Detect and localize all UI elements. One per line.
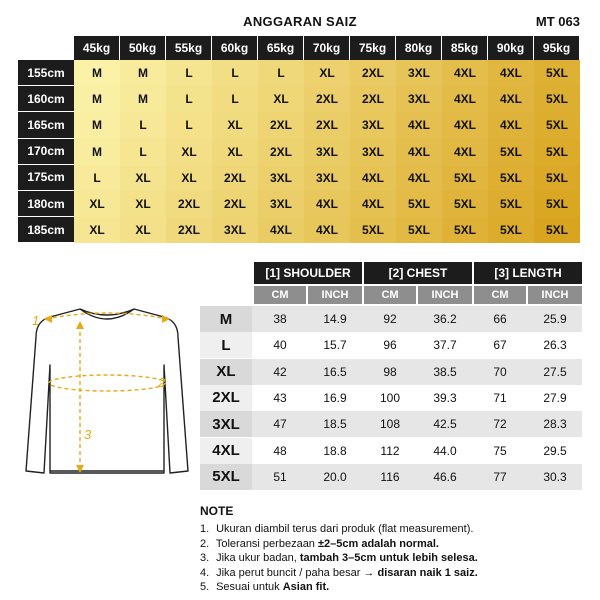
size-cell: XL [212,139,258,165]
size-cell: 4XL [442,86,488,112]
size-label: XL [200,359,252,385]
note-item [200,551,478,566]
size-cell: 2XL [304,86,350,112]
height-header: 185cm [18,217,74,243]
size-cell: 5XL [534,165,580,191]
note-number: 2. [200,537,210,550]
weight-header: 75kg [350,36,396,60]
size-cell: 4XL [396,165,442,191]
size-cell: XL [74,191,120,217]
size-cell: XL [304,60,350,86]
size-cell: M [120,60,166,86]
size-cell: XL [166,165,212,191]
size-cell: 4XL [442,60,488,86]
label-length: 3 [84,427,92,442]
measure-value: 37.7 [433,338,457,353]
height-header: 155cm [18,60,74,86]
shirt-diagram [18,295,196,495]
size-cell: 4XL [396,112,442,138]
measure-value: 66 [493,312,507,326]
label-chest: 2 [158,375,166,390]
note-emphasis: ±2–5cm adalah normal. [317,537,439,550]
note-text: Ukuran diambil terus dari produk (flat measurement). [216,523,474,535]
size-cell: 5XL [350,217,396,243]
weight-header: 80kg [396,36,442,60]
size-label: M [200,306,252,332]
size-cell: 4XL [488,112,534,138]
size-cell: XL [74,217,120,243]
size-matrix [18,36,582,246]
measure-value: 108 [379,417,401,432]
weight-header: 90kg [488,36,534,60]
size-cell: 3XL [396,60,442,86]
weight-header: 55kg [166,36,212,60]
measure-value: 75 [493,443,507,458]
measure-value: 16.9 [323,390,347,405]
note-item [200,580,478,595]
size-cell: 2XL [212,165,258,191]
size-cell: XL [166,139,212,165]
size-cell: 2XL [350,86,396,112]
weight-header: 70kg [304,36,350,60]
size-cell: 5XL [534,139,580,165]
note-number: 4. [200,566,210,579]
measure-value: 16.5 [323,364,347,379]
size-cell: 5XL [488,217,534,243]
note-number: 3. [200,552,210,565]
chart-title: ANGGARAN SAIZ [243,14,357,29]
note-text: Sesuai untuk [216,581,283,594]
measurement-table [200,262,582,490]
measure-value: 46.6 [433,469,457,484]
measure-value: 51 [273,469,287,484]
size-label: 4XL [200,438,252,464]
size-cell: XL [120,217,166,243]
size-cell: 5XL [396,191,442,217]
measure-value: 47 [273,417,287,432]
weight-header: 95kg [534,36,580,60]
notes-list [200,522,478,595]
unit-cm: CM [474,286,526,304]
measure-value: 14.9 [323,312,347,326]
size-cell: L [212,86,258,112]
size-cell: 5XL [534,60,580,86]
size-cell: 2XL [304,112,350,138]
measure-lines [46,313,168,469]
size-cell: L [166,60,212,86]
size-cell: 5XL [534,112,580,138]
size-cell: 5XL [442,217,488,243]
size-cell: 3XL [304,165,350,191]
size-cell: XL [120,191,166,217]
measure-value: 77 [493,469,507,484]
measure-value: 116 [380,469,400,484]
size-cell: 5XL [442,191,488,217]
measure-value: 27.9 [543,390,567,405]
size-cell: 4XL [488,60,534,86]
note-item [200,566,478,581]
note-emphasis: Asian fit. [282,581,330,594]
measure-value: 72 [493,417,507,432]
group-length: [3] LENGTH [474,262,582,284]
note-number: 5. [200,581,210,594]
measure-value: 98 [383,364,397,379]
table-row [200,411,582,437]
unit-cm: CM [364,286,416,304]
unit-inch: INCH [418,286,472,304]
size-cell: M [74,86,120,112]
measure-value: 18.8 [323,443,347,458]
table-row [200,464,582,490]
measure-value: 27.5 [543,364,567,379]
table-row [200,385,582,411]
measure-value: 96 [383,338,397,353]
size-cell: 4XL [350,191,396,217]
size-cell: XL [258,86,304,112]
measure-value: 112 [380,443,400,458]
size-cell: 2XL [350,60,396,86]
size-cell: 4XL [350,165,396,191]
size-cell: 4XL [442,139,488,165]
note-text: Jika ukur badan, [216,552,300,565]
size-label: 3XL [200,411,252,437]
weight-header: 65kg [258,36,304,60]
measure-value: 28.3 [543,417,567,432]
unit-cm: CM [254,286,306,304]
unit-inch: INCH [528,286,582,304]
height-header: 170cm [18,139,74,165]
measure-value: 71 [493,390,507,405]
note-text: Jika perut buncit / paha besar → [216,566,378,579]
weight-header: 85kg [442,36,488,60]
table-row [200,438,582,464]
note-title: NOTE [200,504,234,518]
height-header: 160cm [18,86,74,112]
measure-value: 38.5 [433,364,457,379]
size-cell: L [120,139,166,165]
size-cell: 5XL [442,165,488,191]
size-label: 2XL [200,385,252,411]
size-cell: M [74,139,120,165]
weight-header: 60kg [212,36,258,60]
note-emphasis: tambah 3–5cm untuk lebih selesa. [299,552,478,565]
measure-value: 20.0 [323,469,347,484]
size-cell: L [166,112,212,138]
size-cell: 4XL [488,86,534,112]
measure-value: 29.5 [543,443,567,458]
size-cell: 5XL [396,217,442,243]
note-item [200,522,478,537]
size-cell: 2XL [258,139,304,165]
note-text: Toleransi perbezaan [215,537,318,550]
note-emphasis: disaran naik 1 saiz. [377,566,478,579]
measure-value: 42 [273,364,287,379]
size-cell: 3XL [350,112,396,138]
note-number: 1. [200,523,210,535]
measure-value: 38 [273,312,287,326]
measure-value: 39.3 [433,390,457,405]
size-cell: XL [212,112,258,138]
height-header: 165cm [18,112,74,138]
size-cell: L [120,112,166,138]
measure-value: 40 [273,338,287,353]
measure-value: 67 [493,338,507,353]
measure-value: 26.3 [543,338,567,353]
measure-value: 30.3 [543,469,567,484]
size-cell: 4XL [304,191,350,217]
measure-value: 18.5 [323,417,347,432]
measure-value: 15.7 [323,338,347,353]
size-cell: 2XL [166,217,212,243]
size-cell: 3XL [258,165,304,191]
weight-header: 50kg [120,36,166,60]
measure-value: 25.9 [543,312,567,326]
measure-value: 43 [273,390,287,405]
size-cell: 3XL [258,191,304,217]
size-cell: 5XL [488,139,534,165]
size-cell: 5XL [534,86,580,112]
size-label: 5XL [200,464,252,490]
size-cell: L [166,86,212,112]
product-code: MT 063 [535,14,580,29]
size-cell: L [74,165,120,191]
measure-value: 36.2 [433,312,457,326]
size-cell: 2XL [166,191,212,217]
size-cell: 3XL [396,86,442,112]
height-header: 180cm [18,191,74,217]
size-cell: 2XL [212,191,258,217]
size-cell: 4XL [442,112,488,138]
table-row [200,332,582,358]
group-chest: [2] CHEST [364,262,472,284]
size-cell: M [120,86,166,112]
size-cell: 4XL [396,139,442,165]
size-cell: 5XL [534,217,580,243]
table-row [200,359,582,385]
size-cell: XL [120,165,166,191]
size-cell: 5XL [534,191,580,217]
measure-value: 44.0 [433,443,457,458]
measure-value: 70 [493,364,507,379]
weight-header: 45kg [74,36,120,60]
note-item [200,537,478,552]
table-row [200,306,582,332]
size-cell: 4XL [304,217,350,243]
size-cell: 3XL [304,139,350,165]
group-shoulder: [1] SHOULDER [254,262,362,284]
size-cell: 5XL [488,165,534,191]
size-cell: 5XL [488,191,534,217]
size-label: L [200,332,252,358]
size-cell: 2XL [258,112,304,138]
measure-value: 100 [379,390,401,405]
unit-inch: INCH [308,286,362,304]
measure-value: 48 [273,443,287,458]
size-cell: M [74,60,120,86]
height-header: 175cm [18,165,74,191]
size-cell: 4XL [258,217,304,243]
size-cell: 3XL [350,139,396,165]
size-cell: M [74,112,120,138]
size-cell: L [258,60,304,86]
label-shoulder: 1 [32,313,40,328]
size-cell: L [212,60,258,86]
measure-value: 92 [383,312,397,326]
size-cell: 3XL [212,217,258,243]
measure-value: 42.5 [433,417,457,432]
